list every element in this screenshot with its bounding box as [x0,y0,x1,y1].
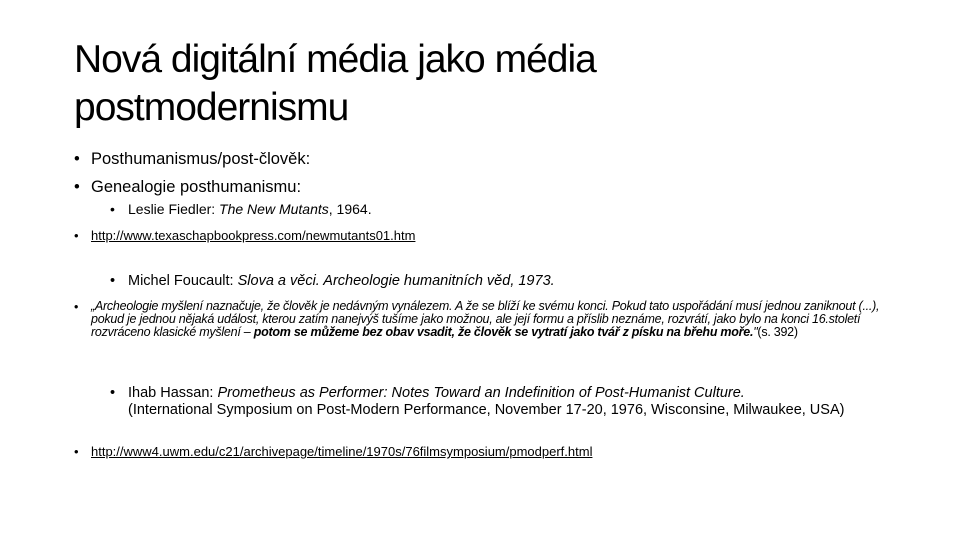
quote-page-ref: (s. 392) [757,325,798,339]
hassan-work: Prometheus as Performer: Notes Toward an Indefinition of Post-Humanist Culture. [217,385,745,401]
hassan-author: Ihab Hassan: [128,385,218,401]
title-line-2: postmodernismu [74,86,349,129]
texaschapbook-link[interactable]: http://www.texaschapbookpress.com/newmutants01.htm [91,228,416,243]
title-line-1: Nová digitální média jako média [74,38,596,81]
bullet-dot: • [110,385,116,401]
hassan-details: (International Symposium on Post-Modern Performance, November 17-20, 1976, Wisconsine, Milwaukee, USA) [128,402,845,418]
bullet-link-2 [74,444,592,459]
bullet-dot: • [110,201,115,217]
fiedler-work: The New Mutants [219,201,329,217]
bullet-dot: • [74,228,79,243]
bullet-genealogy [74,178,301,197]
subbullet-fiedler [110,201,372,217]
bullet-dot: • [74,150,80,168]
fiedler-year: , 1964. [328,201,372,217]
foucault-quote [91,300,881,339]
bullet-dot: • [74,178,80,196]
foucault-citation [128,273,555,289]
subbullet-hassan [110,385,848,419]
fiedler-author: Leslie Fiedler: [128,201,220,217]
bullet-link-1 [74,228,415,243]
hassan-citation [128,385,848,419]
bullet-posthumanism [74,150,310,169]
uwm-link[interactable]: http://www4.uwm.edu/c21/archivepage/timeline/1970s/76filmsymposium/pmodperf.html [91,444,593,459]
foucault-author: Michel Foucault: [128,273,238,289]
bullet-text: Posthumanismus/post-člověk: [91,150,311,168]
quote-plain: „Archeologie myšlení naznačuje, že člověk je nedávným vynálezem. A že se blíží ke svému konci. Pokud tato uspořádání musí jednou zaniknout (...), pokud je jednou nějaká událost, kterou zatím nanejvýš tušíme jako možnou, ale její formu a příslib neznáme, rozvrátí, jako bylo na konci 16.století rozvráceno klasické myšlení – [91,299,880,339]
quote-end: " [753,325,758,339]
fiedler-citation [128,201,372,217]
bullet-dot: • [74,444,79,459]
bullet-dot: • [74,300,79,314]
bullet-text: Genealogie posthumanismu: [91,178,302,196]
subbullet-foucault [110,273,555,289]
slide-title [74,36,934,132]
foucault-work: Slova a věci. Archeologie humanitních věd, 1973. [237,273,555,289]
bullet-dot: • [110,273,116,289]
bullet-quote [74,300,881,339]
quote-bold: potom se můžeme bez obav vsadit, že člověk se vytratí jako tvář z písku na břehu moře. [253,325,754,339]
